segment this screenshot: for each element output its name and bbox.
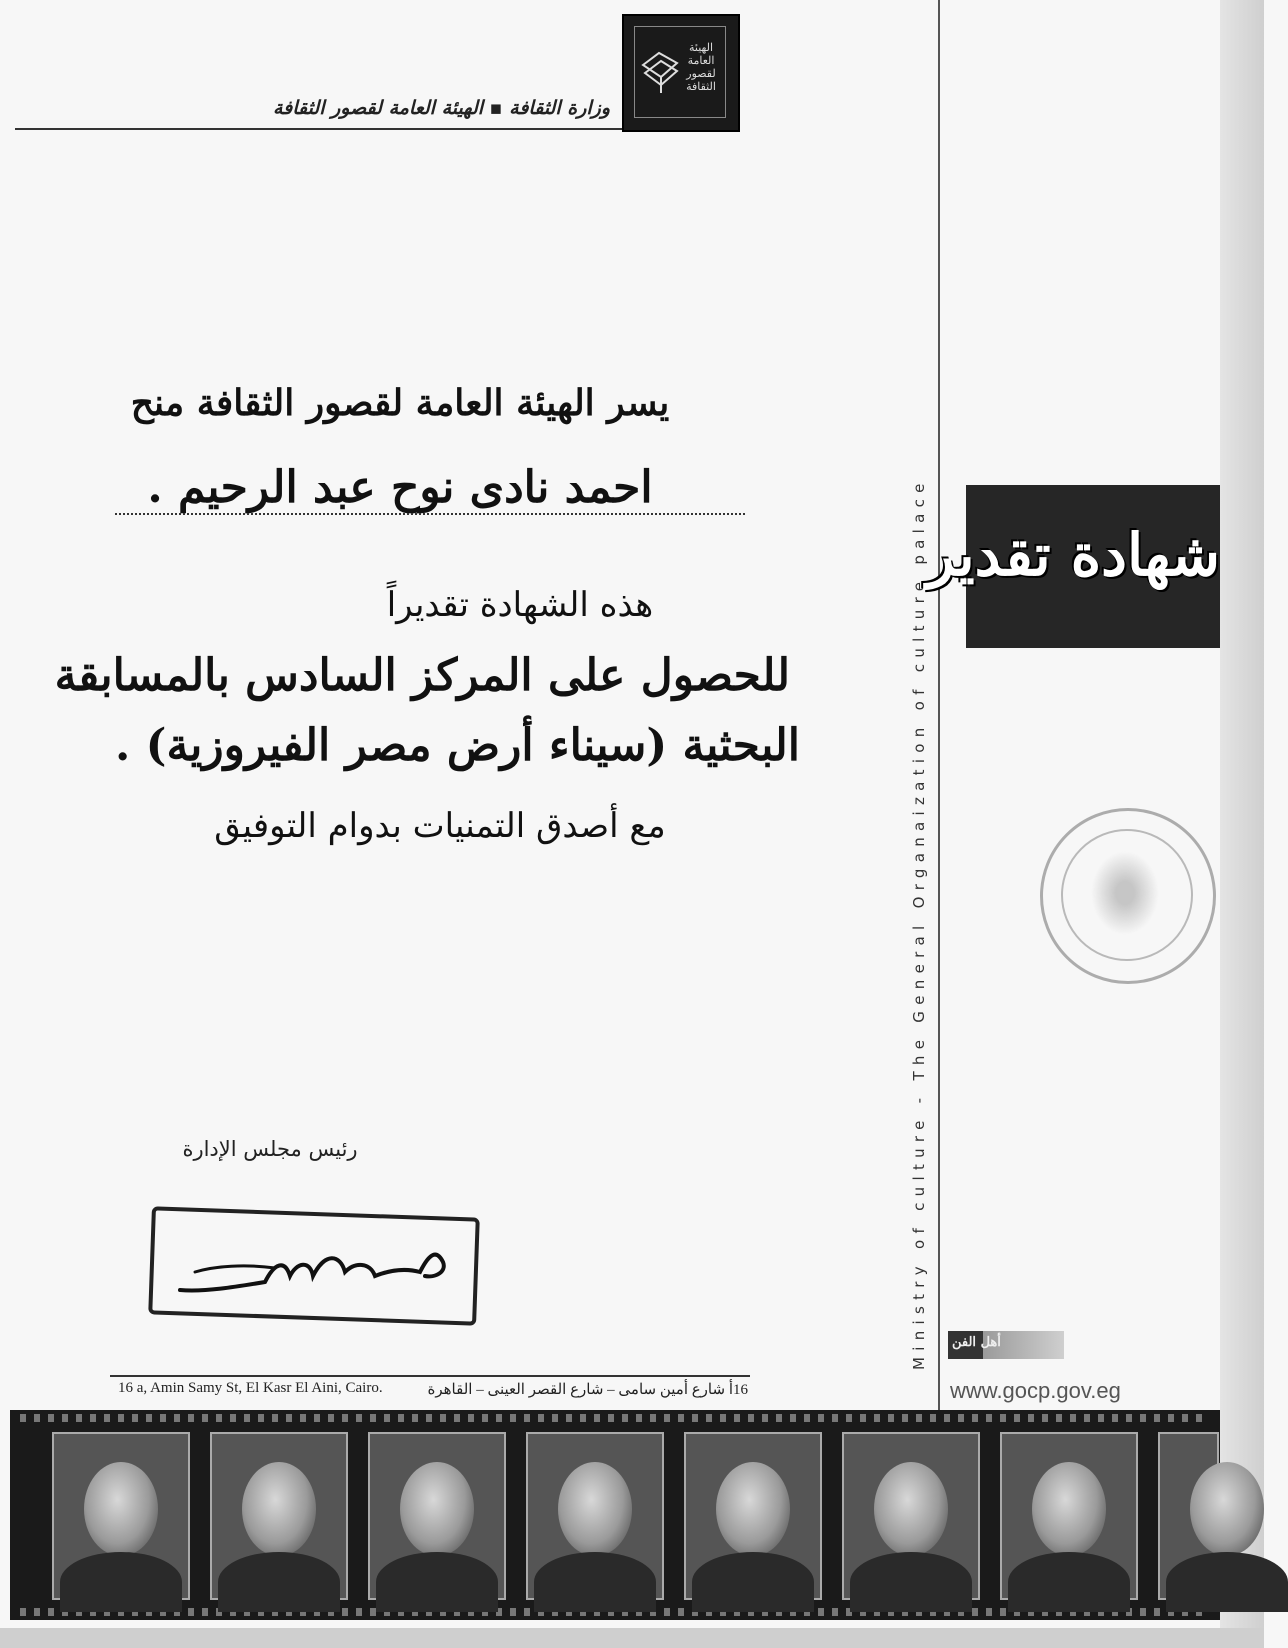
address-arabic: 16أ شارع أمين سامى – شارع القصر العينى – القاهرة (427, 1382, 748, 1398)
portrait-shoulders (692, 1552, 814, 1612)
website-link[interactable]: www.gocp.gov.eg (950, 1378, 1121, 1403)
page-edge (1220, 0, 1264, 1648)
portrait-face (84, 1462, 158, 1556)
certificate-line-competition: البحثية (سيناء أرض مصر الفيروزية) . (115, 720, 800, 771)
certificate-intro: يسر الهيئة العامة لقصور الثقافة منح (130, 382, 670, 424)
page-bottom-edge (0, 1628, 1264, 1648)
portrait-photo (368, 1432, 506, 1600)
address-english: 16 a, Amin Samy St, El Kasr El Aini, Cairo. (118, 1380, 383, 1396)
portrait-shoulders (1008, 1552, 1130, 1612)
header-divider (15, 128, 622, 130)
portrait-shoulders (376, 1552, 498, 1612)
portrait-photo (526, 1432, 664, 1600)
eagle-emblem-icon (1091, 851, 1159, 935)
portrait-face (400, 1462, 474, 1556)
address-line (118, 1378, 748, 1400)
certificate-title: شهادة تقدير (926, 521, 1220, 589)
portrait-shoulders (1166, 1552, 1288, 1612)
portrait-face (242, 1462, 316, 1556)
book-icon (639, 47, 681, 95)
vertical-ministry-text: Ministry of culture - The General Organaization of culture palace (910, 477, 928, 1370)
portrait-shoulders (850, 1552, 972, 1612)
organization-logo (622, 14, 740, 132)
logo-frame (634, 26, 726, 118)
portrait-photo (842, 1432, 980, 1600)
certificate-line-appreciation: هذه الشهادة تقديراً (386, 585, 654, 625)
portrait-shoulders (60, 1552, 182, 1612)
handwritten-signature (175, 1232, 460, 1302)
portrait-photo (1000, 1432, 1138, 1600)
address-divider (110, 1375, 750, 1377)
small-logo-text: أهل الفن (952, 1335, 1001, 1350)
certificate-line-wishes: مع أصدق التمنيات بدوام التوفيق (214, 806, 666, 846)
portrait-shoulders (534, 1552, 656, 1612)
portrait-face (874, 1462, 948, 1556)
portrait-photo (210, 1432, 348, 1600)
header-organization-text: وزارة الثقافة ▪ الهيئة العامة لقصور الثقافة (273, 97, 610, 119)
portrait-face (1032, 1462, 1106, 1556)
official-seal-stamp (1040, 808, 1216, 984)
certificate-banner (926, 485, 1220, 648)
portrait-photo (1158, 1432, 1219, 1600)
small-logo (948, 1331, 1064, 1359)
portrait-shoulders (218, 1552, 340, 1612)
column-divider (938, 0, 940, 1410)
portrait-photo (52, 1432, 190, 1600)
portrait-photo-strip (10, 1410, 1220, 1620)
portrait-face (1190, 1462, 1264, 1556)
portrait-photo (684, 1432, 822, 1600)
portrait-face (558, 1462, 632, 1556)
logo-text: الهيئة العامة لقصور الثقافة (686, 41, 716, 93)
certificate-line-achievement: للحصول على المركز السادس بالمسابقة (54, 650, 790, 701)
chairman-title: رئيس مجلس الإدارة (182, 1137, 358, 1161)
recipient-name: احمد نادى نوح عبد الرحيم . (147, 462, 653, 513)
name-dotted-line (115, 513, 745, 515)
film-sprocket-top (20, 1414, 1210, 1422)
portrait-face (716, 1462, 790, 1556)
